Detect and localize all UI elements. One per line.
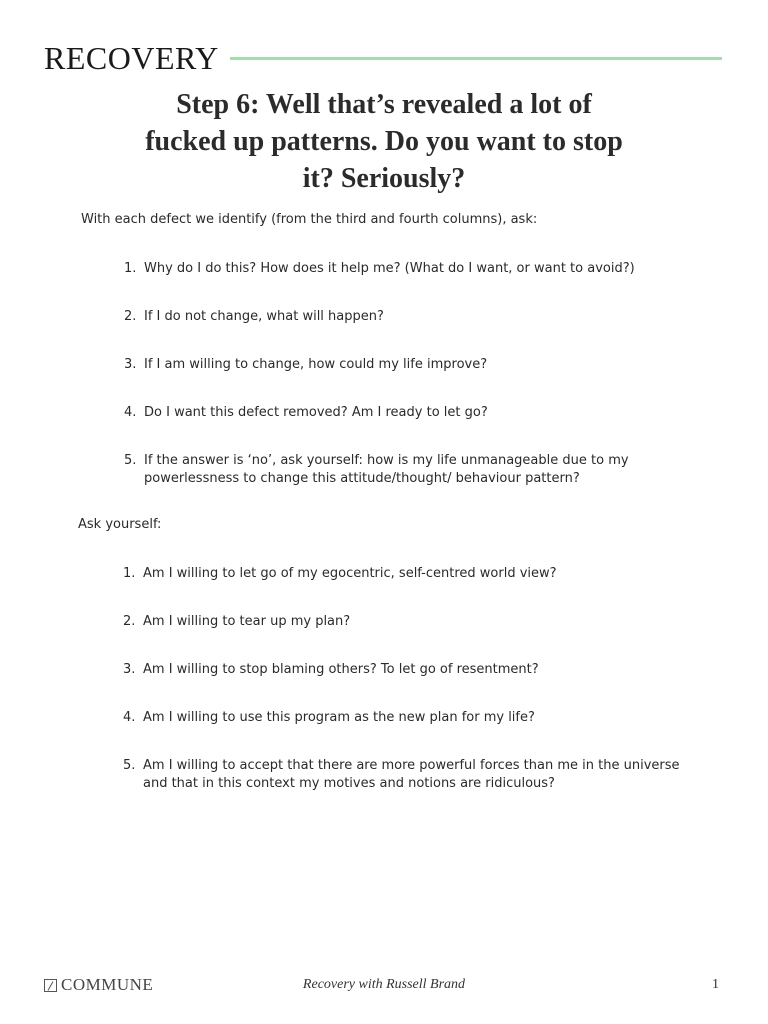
list-item-number: 4. — [124, 405, 137, 420]
list-item — [123, 565, 683, 583]
commune-logo-text: COMMUNE — [61, 975, 154, 994]
list-item — [124, 404, 684, 422]
intro-text: With each defect we identify (from the third and fourth columns), ask: — [81, 212, 538, 227]
page-title — [90, 86, 678, 197]
list-item-number: 2. — [124, 309, 137, 324]
list-item-text: Am I willing to let go of my egocentric, self-centred world view? — [143, 566, 557, 581]
list-item-number: 3. — [123, 662, 136, 677]
list-item — [124, 452, 684, 488]
title-line-1: Step 6: Well that’s revealed a lot of — [176, 89, 592, 120]
defect-questions-list — [124, 260, 684, 518]
list-item — [124, 356, 684, 374]
ask-yourself-heading: Ask yourself: — [78, 517, 162, 532]
list-item-text: If I am willing to change, how could my life improve? — [144, 357, 488, 372]
list-item-number: 5. — [123, 758, 136, 773]
list-item — [123, 661, 683, 679]
brand-title: RECOVERY — [44, 40, 219, 76]
list-item-number: 4. — [123, 710, 136, 725]
list-item-text: If I do not change, what will happen? — [144, 309, 384, 324]
page-number: 1 — [712, 977, 719, 992]
list-item-text: Am I willing to stop blaming others? To let go of resentment? — [143, 662, 539, 677]
list-item-number: 5. — [124, 453, 137, 468]
list-item-number: 1. — [123, 566, 136, 581]
list-item-number: 2. — [123, 614, 136, 629]
willingness-questions-list — [123, 565, 683, 823]
list-item — [123, 757, 683, 793]
list-item-text: Am I willing to tear up my plan? — [143, 614, 351, 629]
list-item-text: If the answer is ‘no’, ask yourself: how is my life unmanageable due to my powerlessness to change this attitude/thought/ behaviour pattern? — [144, 453, 629, 486]
list-item-number: 1. — [124, 261, 137, 276]
list-item — [123, 613, 683, 631]
list-item — [123, 709, 683, 727]
list-item-text: Am I willing to use this program as the new plan for my life? — [143, 710, 535, 725]
list-item — [124, 308, 684, 326]
header-rule — [230, 57, 722, 60]
list-item-text: Why do I do this? How does it help me? (What do I want, or want to avoid?) — [144, 261, 635, 276]
list-item — [124, 260, 684, 278]
list-item-number: 3. — [124, 357, 137, 372]
page-header — [44, 38, 724, 78]
list-item-text: Am I willing to accept that there are more powerful forces than me in the universe and that in this context my motives and notions are ridiculous? — [143, 758, 680, 791]
footer-title: Recovery with Russell Brand — [302, 977, 466, 992]
title-line-3: it? Seriously? — [302, 163, 466, 194]
list-item-text: Do I want this defect removed? Am I ready to let go? — [144, 405, 488, 420]
title-line-2: fucked up patterns. Do you want to stop — [145, 126, 623, 157]
